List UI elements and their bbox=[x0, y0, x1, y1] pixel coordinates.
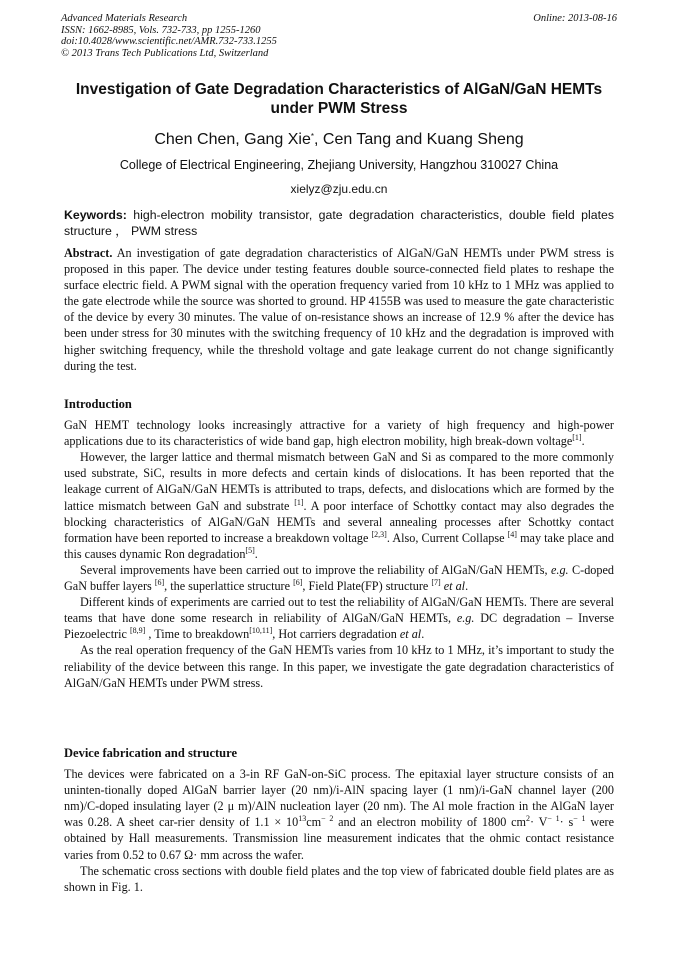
authors-part-1: Chen Chen, Gang Xie bbox=[154, 131, 311, 148]
title-line-1: Investigation of Gate Degradation Characteristics of AlGaN/GaN HEMTs bbox=[75, 81, 603, 98]
journal-name: Advanced Materials Research bbox=[61, 13, 188, 24]
citation: [7] bbox=[431, 578, 441, 588]
citation: [5] bbox=[245, 545, 255, 555]
title-line-2: under PWM Stress bbox=[270, 100, 408, 117]
device-paragraph-1: The devices were fabricated on a 3-in RF GaN-on-SiC process. The epitaxial layer structure consists of an uninten-tionally doped AlGaN barrier layer (20 nm)/i-AlN spacing layer (1 nm)/i-GaN channel layer (200 nm)/C-doped insulating layer (2 μ m)/AlN nucleation layer (20 nm). The Al mole fraction in the AlGaN layer was 0.28. A sheet car-rier density of $1.1 \times 10^{13}cm^{- 2}$ and an electron mobility of 1800 $cm^2\cdot V^{- 1}\cdot s^{- 1}$ were obtained by Hall measurements. Transmission line measurement indicates that the ohmic contact resistance varies from 0.52 to 0.67 Ω· mm across the wafer. bbox=[64, 767, 615, 862]
doi-line[interactable]: doi:10.4028/www.scientific.net/AMR.732-733.1255 bbox=[61, 36, 277, 47]
keywords-text: high-electron mobility transistor, gate degradation characteristics, double field plates structure ， PWM stress bbox=[64, 208, 614, 238]
intro-paragraph-4: Different kinds of experiments are carried out to test the reliability of AlGaN/GaN HEMTs. There are several teams that have done some research in reliability of AlGaN/GaN HEMTs, e.g. DC degradation – Inverse Piezoelectric [8,9] , Time to breakdown[10,11], Hot carriers degradation et al. bbox=[64, 595, 614, 642]
email[interactable]: xielyz@zju.edu.cn bbox=[290, 182, 388, 196]
citation: [4] bbox=[507, 529, 517, 539]
paper-title bbox=[40, 80, 638, 118]
intro-paragraph-2: However, the larger lattice and thermal mismatch between GaN and Si as compared to the more commonly used substrate, SiC, results in more defects and certain kinds of dislocations. It has been reported that the leakage current of AlGaN/GaN HEMTs is attributed to traps, defects, and dislocations which are formed by the lattice mismatch between GaN and substrate [1]. A poor interface of Schottky contact may also degrades the blocking characteristics of AlGaN/GaN HEMTs and several annealing processes after Schottky contact formation have been reported to increase a breakdown voltage [2,3]. Also, Current Collapse [4] may take place and this causes dynamic Ron degradation[5]. bbox=[64, 450, 614, 561]
intro-paragraph-1: GaN HEMT technology looks increasingly attractive for a variety of high frequency and high-power applications due to its characteristics of wide band gap, high electron mobility, high break-down voltage[1]. bbox=[64, 418, 614, 449]
citation: [10,11] bbox=[249, 626, 273, 636]
device-paragraph-2: The schematic cross sections with double field plates and the top view of fabricated double field plates are as shown in Fig. 1. bbox=[64, 863, 614, 894]
abstract-label: Abstract. bbox=[64, 246, 113, 260]
issn-line: ISSN: 1662-8985, Vols. 732-733, pp 1255-1260 bbox=[61, 24, 261, 36]
introduction-heading: Introduction bbox=[64, 397, 132, 411]
abstract-text: An investigation of gate degradation characteristics of AlGaN/GaN HEMTs under PWM stress is proposed in this paper. The device under testing features double source-connected field plates to reshape the surface electric field. A PWM signal with the operation frequency varied from 10 kHz to 1 MHz was applied to the gate electrode while the source was shorted to ground. HP 4155B was used to measure the gate characteristic of the device by every 30 minutes. The value of on-resistance shows an increase of 12.9 % after the device has been under stress for 30 minutes with the switching frequency of 10 kHz and the degradation is improved with higher switching frequency, while the threshold voltage and gate leakage current do not change significantly during the test. bbox=[64, 246, 614, 373]
authors-part-2: , Cen Tang and Kuang Sheng bbox=[314, 131, 524, 148]
copyright-line: © 2013 Trans Tech Publications Ltd, Switzerland bbox=[61, 47, 269, 59]
online-date: Online: 2013-08-16 bbox=[533, 13, 617, 24]
device-heading: Device fabrication and structure bbox=[64, 746, 238, 760]
corresponding-star: * bbox=[310, 132, 314, 141]
citation: [1] bbox=[294, 497, 304, 507]
introduction-section bbox=[64, 396, 614, 691]
citation: [2,3] bbox=[371, 529, 387, 539]
citation: [6] bbox=[154, 578, 165, 588]
intro-paragraph-3: Several improvements have been carried out to improve the reliability of AlGaN/GaN HEMTs, e.g. C-doped GaN buffer layers [6], the superlattice structure [6], Field Plate(FP) structure [7] et al. bbox=[64, 562, 614, 594]
keywords bbox=[64, 207, 614, 239]
abstract bbox=[64, 245, 614, 374]
intro-paragraph-5: As the real operation frequency of the GaN HEMTs varies from 10 kHz to 1 MHz, it’s important to study the reliability of the device between this range. In this paper, we investigate the gate degradation characteristics of AlGaN/GaN HEMTs under PWM stress. bbox=[64, 643, 614, 690]
affiliation: College of Electrical Engineering, Zhejiang University, Hangzhou 310027 China bbox=[119, 158, 559, 172]
author-list bbox=[40, 130, 638, 150]
device-section bbox=[64, 745, 614, 895]
citation: [1] bbox=[572, 433, 582, 443]
journal-header bbox=[61, 13, 617, 59]
citation: [8,9] bbox=[129, 626, 146, 636]
keywords-label: Keywords: bbox=[64, 208, 127, 222]
citation: [6] bbox=[293, 578, 303, 588]
